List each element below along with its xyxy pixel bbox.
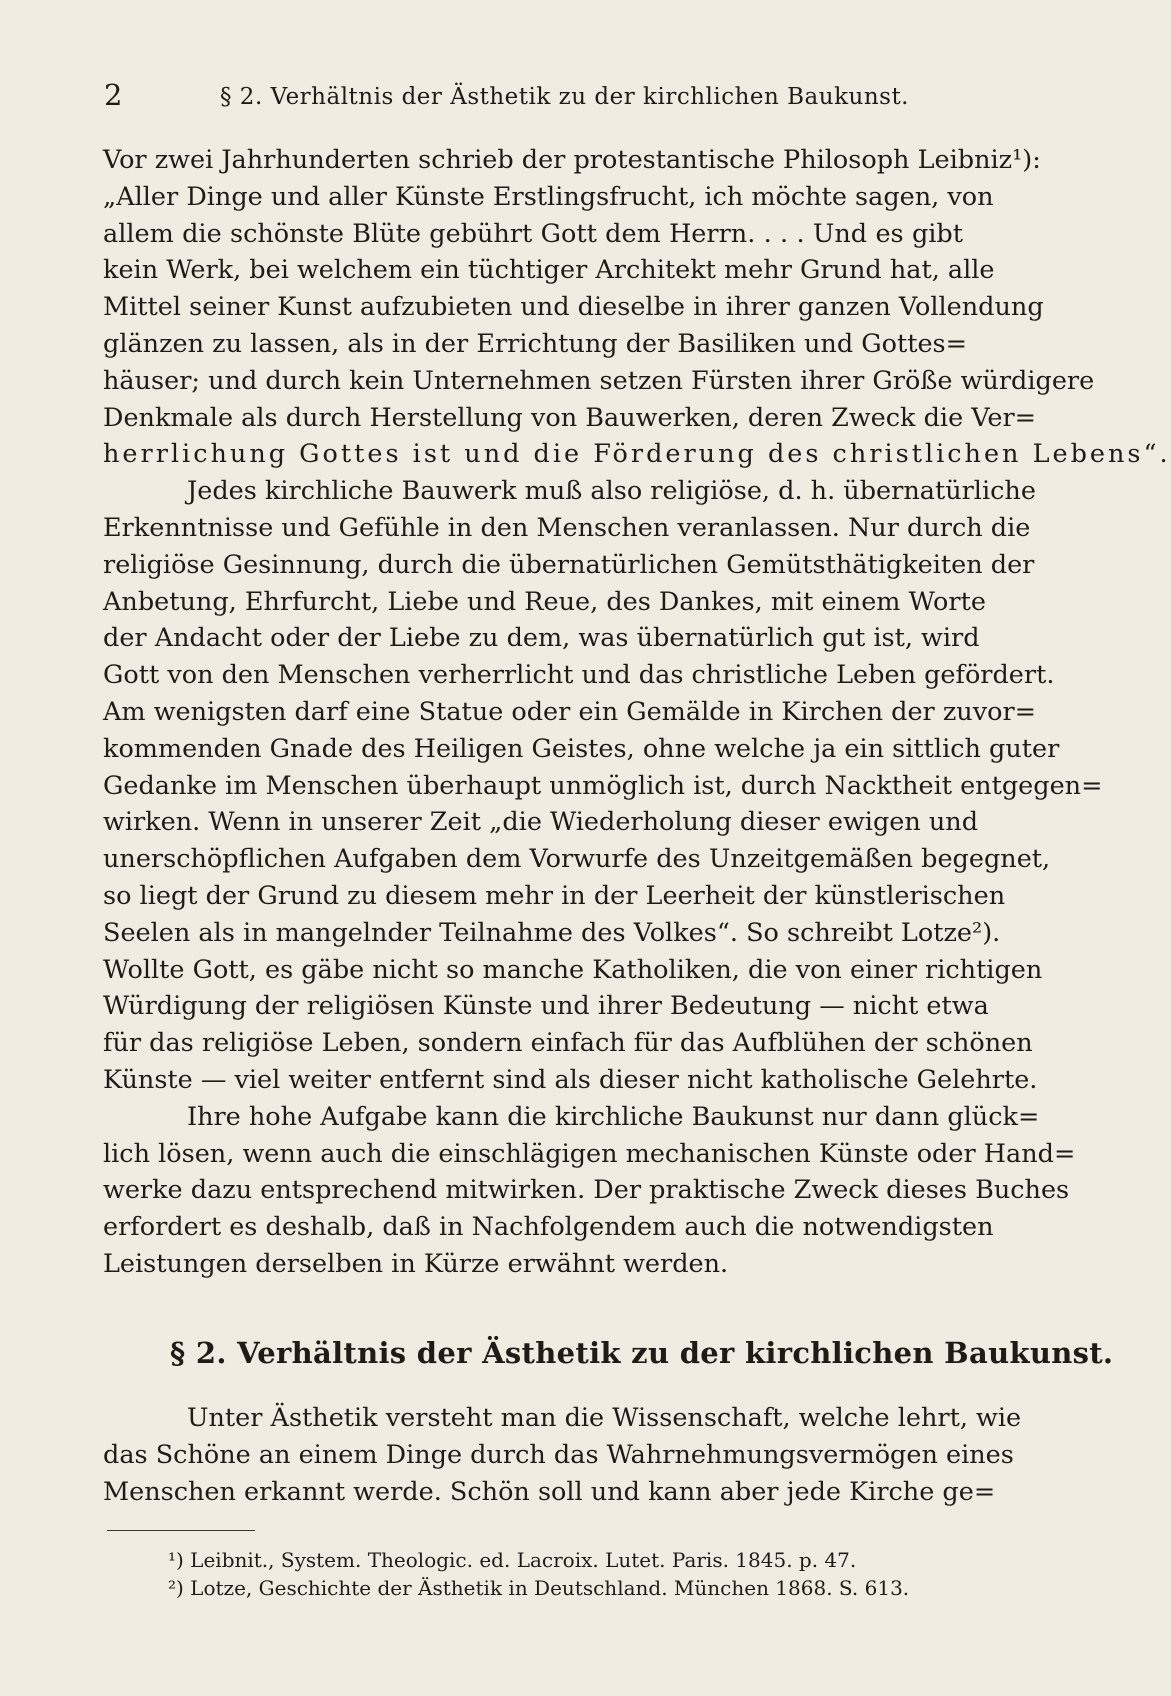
text-line: unerschöpflichen Aufgaben dem Vorwurfe des Unzeitgemäßen begegnet, [103,844,1051,875]
paragraph-start-line: Unter Ästhetik versteht man die Wissenschaft, welche lehrt, wie [187,1403,1022,1433]
text-line: Künste — viel weiter entfernt sind als dieser nicht katholische Gelehrte. [103,1064,1038,1095]
text-line: das Schöne an einem Dinge durch das Wahrnehmungsvermögen eines [103,1439,1014,1470]
text-line: religiöse Gesinnung, durch die übernatürlichen Gemütsthätigkeiten der [103,549,1035,580]
text-line: Menschen erkannt werde. Schön soll und kann aber jede Kirche ge= [103,1476,996,1507]
text-line: lich lösen, wenn auch die einschlägigen mechanischen Künste oder Hand= [103,1138,1076,1169]
footnotes [168,1546,968,1602]
text-line: werke dazu entsprechend mitwirken. Der praktische Zweck dieses Buches [103,1175,1070,1206]
text-line: Würdigung der religiösen Künste und ihrer Bedeutung — nicht etwa [103,991,989,1022]
text-line: herrlichung Gottes ist und die Förderung des christlichen Lebens“. [103,439,1171,470]
text-line: Gedanke im Menschen überhaupt unmöglich ist, durch Nacktheit entgegen= [103,770,1103,801]
text-line: Wollte Gott, es gäbe nicht so manche Katholiken, die von einer richtigen [103,954,1043,985]
text-line: wirken. Wenn in unserer Zeit „die Wiederholung dieser ewigen und [103,807,979,838]
footnote-2: ²) Lotze, Geschichte der Ästhetik in Deutschland. München 1868. S. 613. [168,1576,910,1600]
text-line: allem die schönste Blüte gebührt Gott dem Herrn. . . . Und es gibt [103,218,963,249]
text-line: Am wenigsten darf eine Statue oder ein Gemälde in Kirchen der zuvor= [103,696,1037,727]
text-line: kein Werk, bei welchem ein tüchtiger Architekt mehr Grund hat, alle [103,255,995,286]
paragraph-start-line: Ihre hohe Aufgabe kann die kirchliche Baukunst nur dann glück= [187,1101,1040,1132]
text-line: Anbetung, Ehrfurcht, Liebe und Reue, des Dankes, mit einem Worte [103,586,986,617]
text-line: erfordert es deshalb, daß in Nachfolgendem auch die notwendigsten [103,1212,994,1243]
section-text [103,1400,1022,1510]
text-line: Mittel seiner Kunst aufzubieten und dieselbe in ihrer ganzen Vollendung [103,292,1044,323]
page-number: 2 [104,78,123,112]
section-heading: § 2. Verhältnis der Ästhetik zu der kirchlichen Baukunst. [170,1336,1114,1370]
text-line: für das religiöse Leben, sondern einfach für das Aufblühen der schönen [103,1028,1033,1059]
text-line: Seelen als in mangelnder Teilnahme des Volkes“. So schreibt Lotze²). [103,917,1001,948]
text-line: der Andacht oder der Liebe zu dem, was übernatürlich gut ist, wird [103,623,980,654]
body-text [103,142,1171,1283]
footnote-1: ¹) Leibnit., System. Theologic. ed. Lacroix. Lutet. Paris. 1845. p. 47. [168,1548,857,1572]
text-line: Erkenntnisse und Gefühle in den Menschen veranlassen. Nur durch die [103,512,1031,543]
text-line: Denkmale als durch Herstellung von Bauwerken, deren Zweck die Ver= [103,402,1037,433]
text-line: glänzen zu lassen, als in der Errichtung der Basiliken und Gottes= [103,328,968,359]
footnote-separator [107,1530,255,1531]
text-line: Gott von den Menschen verherrlicht und das christliche Leben gefördert. [103,660,1055,691]
text-line: Leistungen derselben in Kürze erwähnt werden. [103,1248,729,1279]
text-line: häuser; und durch kein Unternehmen setzen Fürsten ihrer Größe würdigere [103,365,1095,396]
paragraph-start-line: Jedes kirchliche Bauwerk muß also religiöse, d. h. übernatürliche [187,476,1036,507]
running-head-title: § 2. Verhältnis der Ästhetik zu der kirchlichen Baukunst. [220,84,909,110]
text-line: kommenden Gnade des Heiligen Geistes, ohne welche ja ein sittlich guter [103,733,1060,764]
text-line: Vor zwei Jahrhunderten schrieb der protestantische Philosoph Leibniz¹): [103,145,1041,175]
running-head [104,78,964,118]
text-line: so liegt der Grund zu diesem mehr in der Leerheit der künstlerischen [103,880,1006,911]
text-line: „Aller Dinge und aller Künste Erstlingsfrucht, ich möchte sagen, von [103,181,994,212]
